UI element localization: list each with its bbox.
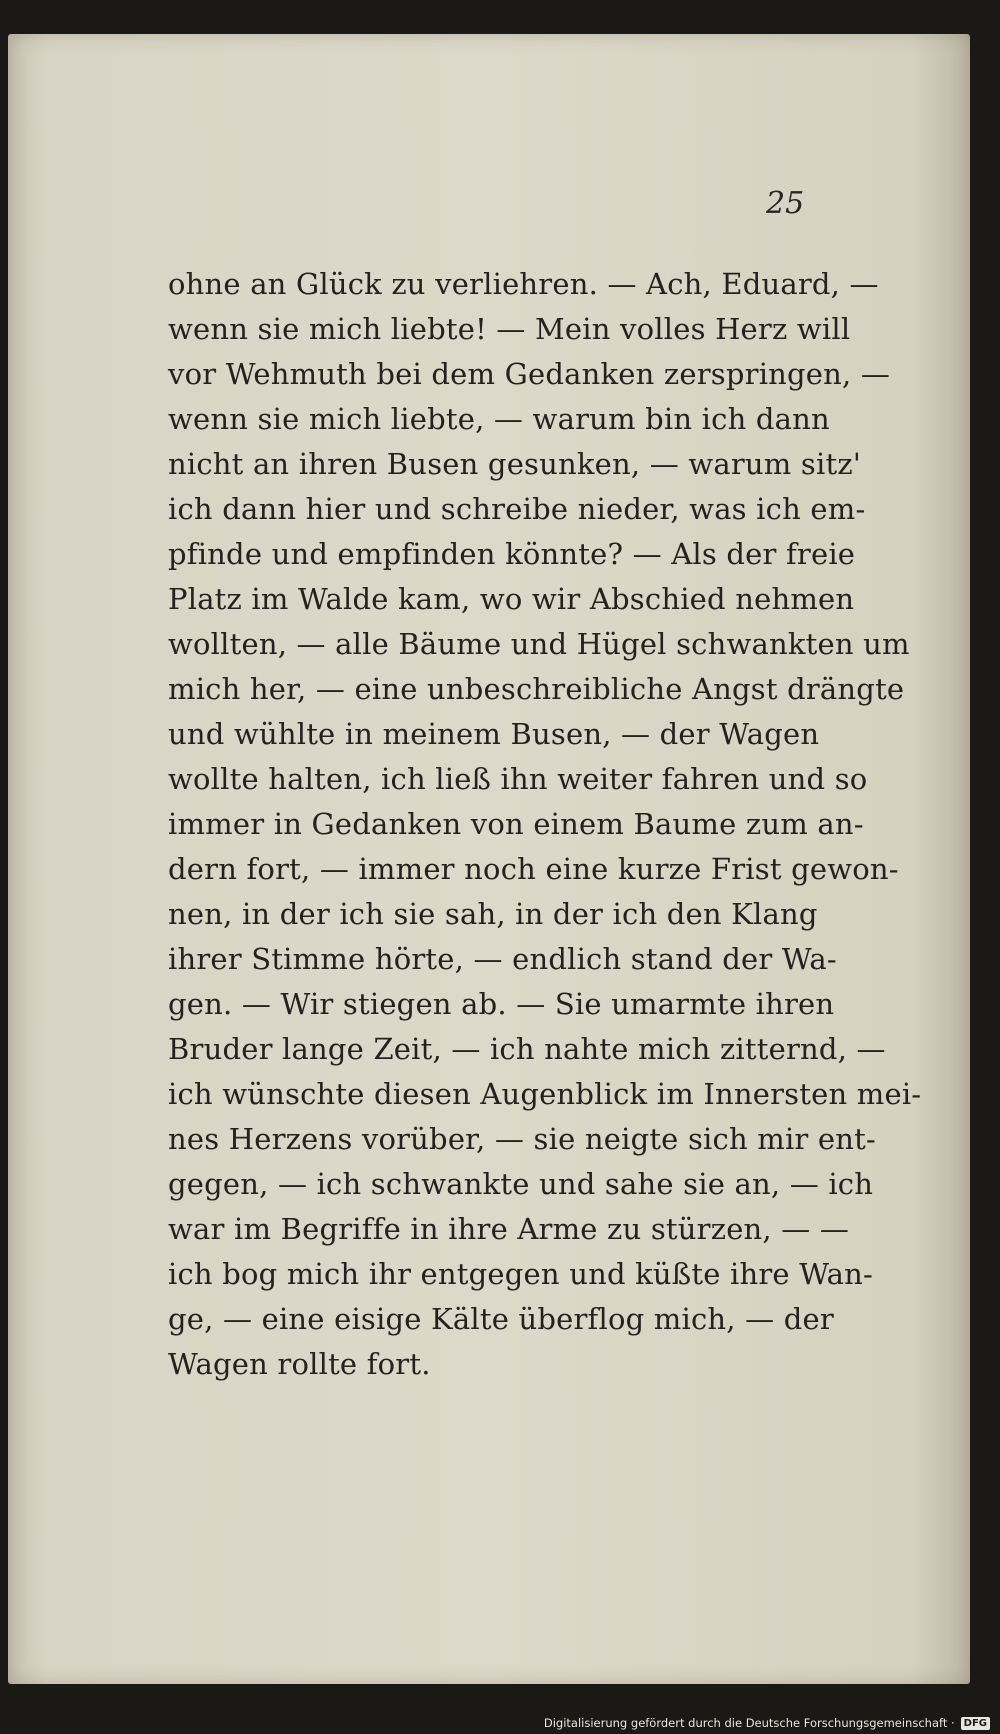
text-line: ihrer Stimme hörte, — endlich stand der Wa- <box>168 942 837 976</box>
text-line: Bruder lange Zeit, — ich nahte mich zitternd, — <box>168 1032 886 1066</box>
text-line: war im Begriffe in ihre Arme zu stürzen, — — <box>168 1212 850 1246</box>
text-line: Wagen rollte fort. <box>168 1347 431 1381</box>
text-line: gen. — Wir stiegen ab. — Sie umarmte ihren <box>168 987 835 1021</box>
text-line: ich dann hier und schreibe nieder, was ich em- <box>168 492 866 526</box>
page-number: 25 <box>766 186 805 221</box>
text-line: Platz im Walde kam, wo wir Abschied nehmen <box>168 582 855 616</box>
book-page <box>8 34 970 1684</box>
text-line: ohne an Glück zu verliehren. — Ach, Eduard, — <box>168 267 879 301</box>
text-line: dern fort, — immer noch eine kurze Frist gewon- <box>168 852 899 886</box>
text-line: wenn sie mich liebte, — warum bin ich dann <box>168 402 830 436</box>
text-line: ge, — eine eisige Kälte überflog mich, — der <box>168 1302 834 1336</box>
text-line: pfinde und empfinden könnte? — Als der freie <box>168 537 856 571</box>
text-line: nen, in der ich sie sah, in der ich den Klang <box>168 897 818 931</box>
text-line: nicht an ihren Busen gesunken, — warum sitz' <box>168 447 861 481</box>
text-line: immer in Gedanken von einem Baume zum an- <box>168 807 864 841</box>
text-line: vor Wehmuth bei dem Gedanken zerspringen, — <box>168 357 891 391</box>
text-line: wollte halten, ich ließ ihn weiter fahren und so <box>168 762 868 796</box>
dfg-logo-icon: DFG <box>961 1717 990 1730</box>
text-line: ich bog mich ihr entgegen und küßte ihre Wan- <box>168 1257 874 1291</box>
text-line: nes Herzens vorüber, — sie neigte sich mir ent- <box>168 1122 877 1156</box>
text-line: ich wünschte diesen Augenblick im Innersten mei- <box>168 1077 922 1111</box>
footer-credit: Digitalisierung gefördert durch die Deutsche Forschungsgemeinschaft · <box>543 1716 955 1730</box>
text-line: mich her, — eine unbeschreibliche Angst drängte <box>168 672 905 706</box>
text-line: wenn sie mich liebte! — Mein volles Herz will <box>168 312 851 346</box>
text-line: und wühlte in meinem Busen, — der Wagen <box>168 717 820 751</box>
digitization-footer <box>544 1716 990 1730</box>
text-line: gegen, — ich schwankte und sahe sie an, — ich <box>168 1167 874 1201</box>
body-text <box>168 262 922 1387</box>
text-line: wollten, — alle Bäume und Hügel schwankten um <box>168 627 910 661</box>
